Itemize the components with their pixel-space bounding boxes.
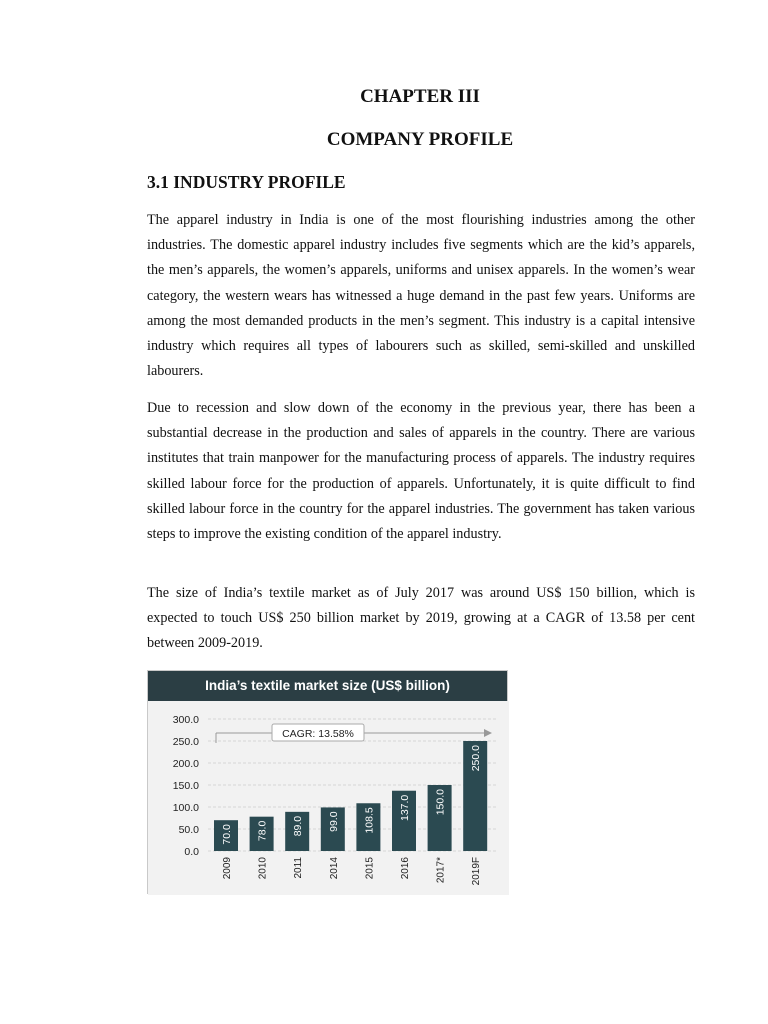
bar-value-label: 78.0 [256, 820, 269, 842]
paragraph-market-size: The size of India’s textile market as of July 2017 was around US$ 150 billion, which is expected to touch US$ 250 billion market by 2019, growing at a CAGR of 13.58 per cent between 2009-2019. [147, 585, 695, 652]
y-tick-label: 100.0 [172, 802, 199, 814]
bar-value-label: 108.5 [363, 807, 376, 834]
textile-market-chart [147, 670, 508, 894]
x-tick-label: 2014 [328, 857, 340, 880]
x-tick-label: 2011 [293, 857, 305, 879]
y-tick-label: 300.0 [172, 714, 199, 726]
chart-title: India’s textile market size (US$ billion) [148, 671, 507, 701]
paragraph-apparel-industry: The apparel industry in India is one of the most flourishing industries among the other industries. The domestic apparel industry includes five segments which are the kid’s apparels, the men’s apparels, the women’s apparels, uniforms and unisex apparels. In the women’s wear category, the western wears has witnessed a huge demand in the past few years. Uniforms are among the most demanded products in the men’s segment. This industry is a capital intensive industry which requires all types of labourers such as skilled, semi-skilled and unskilled labourers. [147, 212, 695, 380]
x-tick-label: 2019F [471, 857, 483, 886]
x-tick-label: 2015 [364, 857, 376, 880]
bar-value-label: 99.0 [327, 811, 340, 832]
section-heading: 3.1 INDUSTRY PROFILE [147, 172, 346, 192]
bar-value-label: 89.0 [292, 815, 305, 837]
paragraph-recession: Due to recession and slow down of the economy in the previous year, there has been a substantial decrease in the production and sales of apparels in the country. There are various institutes that train manpower for the manufacturing process of apparels. The industry requires skilled labour force for the production of apparels. Unfortunately, it is quite difficult to find skilled labour force in the country for the apparel industries. The government has taken various steps to improve the existing condition of the apparel industry. [147, 400, 695, 543]
y-tick-label: 150.0 [172, 780, 199, 792]
x-tick-label: 2016 [400, 857, 411, 880]
chapter-subtitle: COMPANY PROFILE [326, 129, 514, 150]
y-tick-label: 50.0 [178, 824, 199, 836]
bar-value-label: 150.0 [434, 789, 447, 816]
y-tick-label: 250.0 [172, 736, 199, 748]
x-tick-label: 2009 [222, 857, 233, 880]
y-tick-label: 200.0 [172, 758, 199, 770]
y-tick-label: 0.0 [184, 846, 199, 858]
bar-value-label: 137.0 [399, 794, 411, 822]
chart-plot [148, 701, 509, 895]
x-tick-label: 2017* [435, 857, 447, 884]
x-tick-label: 2010 [257, 857, 269, 880]
cagr-label: CAGR: 13.58% [282, 728, 354, 740]
chapter-title: CHAPTER III [360, 86, 480, 107]
bar-value-label: 70.0 [221, 824, 233, 845]
bar-value-label: 250.0 [470, 745, 483, 772]
cagr-arrowhead [484, 729, 492, 737]
